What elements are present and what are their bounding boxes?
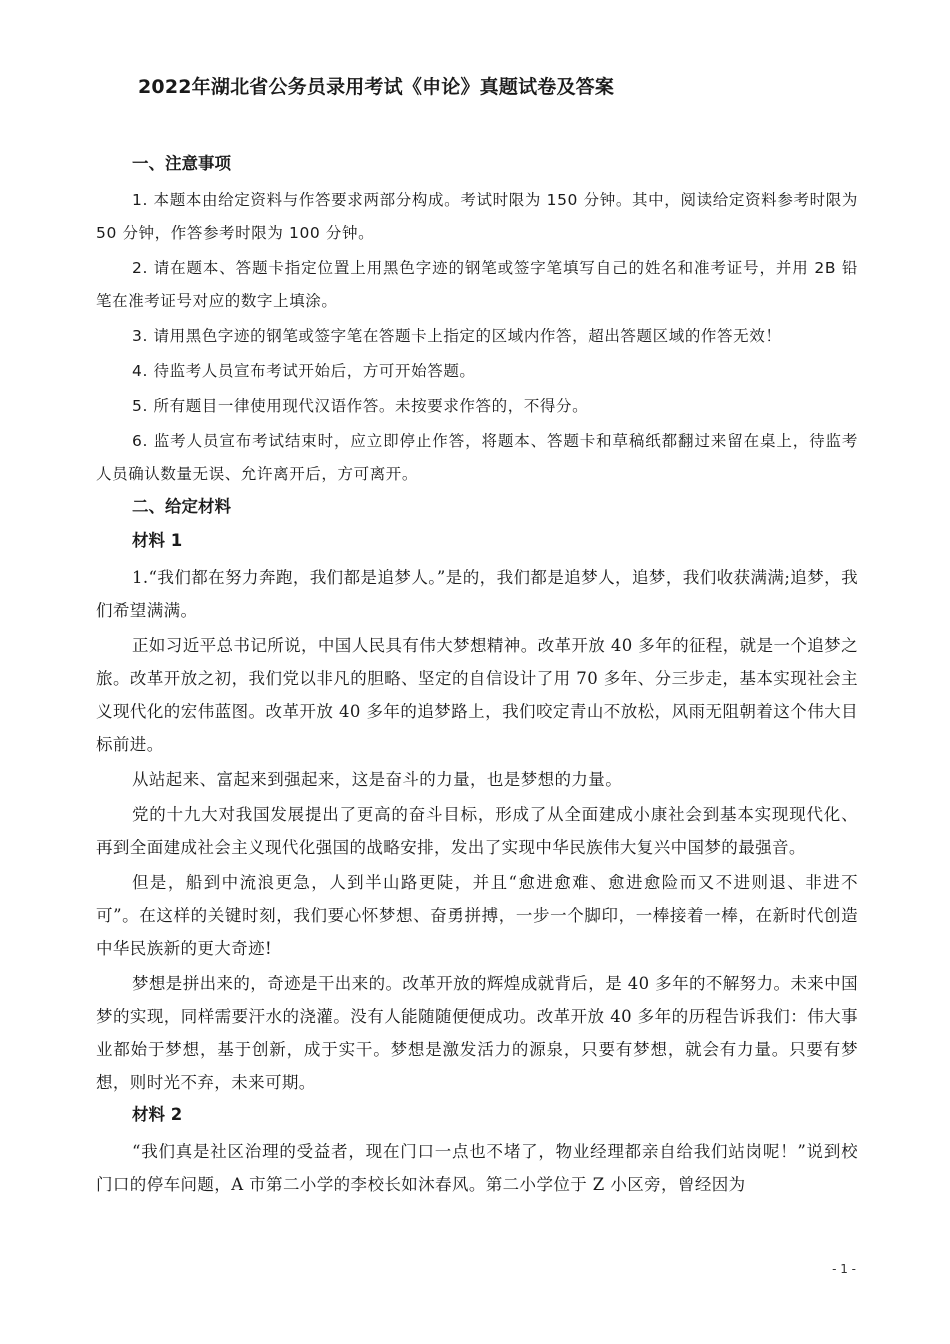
material-1-heading: 材料 1 [132, 531, 183, 550]
section-heading-materials: 二、给定材料 [132, 497, 231, 516]
note-item: 6. 监考人员宣布考试结束时，应立即停止作答，将题本、答题卡和草稿纸都翻过来留在桌上，待监考人员确认数量无误、允许离开后，方可离开。 [96, 432, 858, 483]
note-item: 4. 待监考人员宣布考试开始后，方可开始答题。 [132, 362, 476, 380]
material-paragraph: 党的十九大对我国发展提出了更高的奋斗目标，形成了从全面建成小康社会到基本实现现代化、再到全面建成社会主义现代化强国的战略安排，发出了实现中华民族伟大复兴中国梦的最强音。 [96, 805, 858, 857]
page-number: - 1 - [832, 1262, 856, 1276]
section-heading-notes: 一、注意事项 [132, 154, 231, 173]
material-paragraph: 1.“我们都在努力奔跑，我们都是追梦人。”是的，我们都是追梦人，追梦，我们收获满满;追梦，我们希望满满。 [96, 568, 858, 620]
material-paragraph: 从站起来、富起来到强起来，这是奋斗的力量，也是梦想的力量。 [132, 770, 623, 789]
document-body [96, 150, 858, 1203]
material-paragraph: 正如习近平总书记所说，中国人民具有伟大梦想精神。改革开放 40 多年的征程，就是一个追梦之旅。改革开放之初，我们党以非凡的胆略、坚定的自信设计了用 70 多年、分三步走，基本实现社会主义现代化的宏伟蓝图。改革开放 40 多年的追梦路上，我们咬定青山不放松，风雨无阻朝着这个伟大目标前进。 [96, 636, 858, 754]
document-title: 2022年湖北省公务员录用考试《申论》真题试卷及答案 [138, 76, 615, 98]
note-item: 1. 本题本由给定资料与作答要求两部分构成。考试时限为 150 分钟。其中，阅读给定资料参考时限为 50 分钟，作答参考时限为 100 分钟。 [96, 191, 858, 242]
note-item: 2. 请在题本、答题卡指定位置上用黑色字迹的钢笔或签字笔填写自己的姓名和准考证号，并用 2B 铅笔在准考证号对应的数字上填涂。 [96, 259, 858, 310]
material-paragraph: 梦想是拼出来的，奇迹是干出来的。改革开放的辉煌成就背后，是 40 多年的不解努力。未来中国 梦的实现，同样需要汗水的浇灌。没有人能随随便便成功。改革开放 40 多年的历程告诉我们：伟大事业都始于梦想，基于创新，成于实干。梦想是激发活力的源泉，只要有梦想，就会有力量。只要有梦想，则时光不弃，未来可期。 [96, 974, 858, 1092]
note-item: 3. 请用黑色字迹的钢笔或签字笔在答题卡上指定的区域内作答，超出答题区域的作答无效！ [132, 327, 782, 345]
note-item: 5. 所有题目一律使用现代汉语作答。未按要求作答的，不得分。 [132, 397, 589, 415]
material-paragraph: 但是，船到中流浪更急，人到半山路更陡，并且“愈进愈难、愈进愈险而又不进则退、非进不可”。在这样的关键时刻，我们要心怀梦想、奋勇拼搏，一步一个脚印，一棒接着一棒，在新时代创造中华民族新的更大奇迹! [96, 873, 858, 958]
material-2-heading: 材料 2 [132, 1105, 183, 1124]
material-paragraph: “我们真是社区治理的受益者，现在门口一点也不堵了，物业经理都亲自给我们站岗呢！”说到校门口的停车问题，A 市第二小学的李校长如沐春风。第二小学位于 Z 小区旁，曾经因为 [96, 1142, 858, 1194]
